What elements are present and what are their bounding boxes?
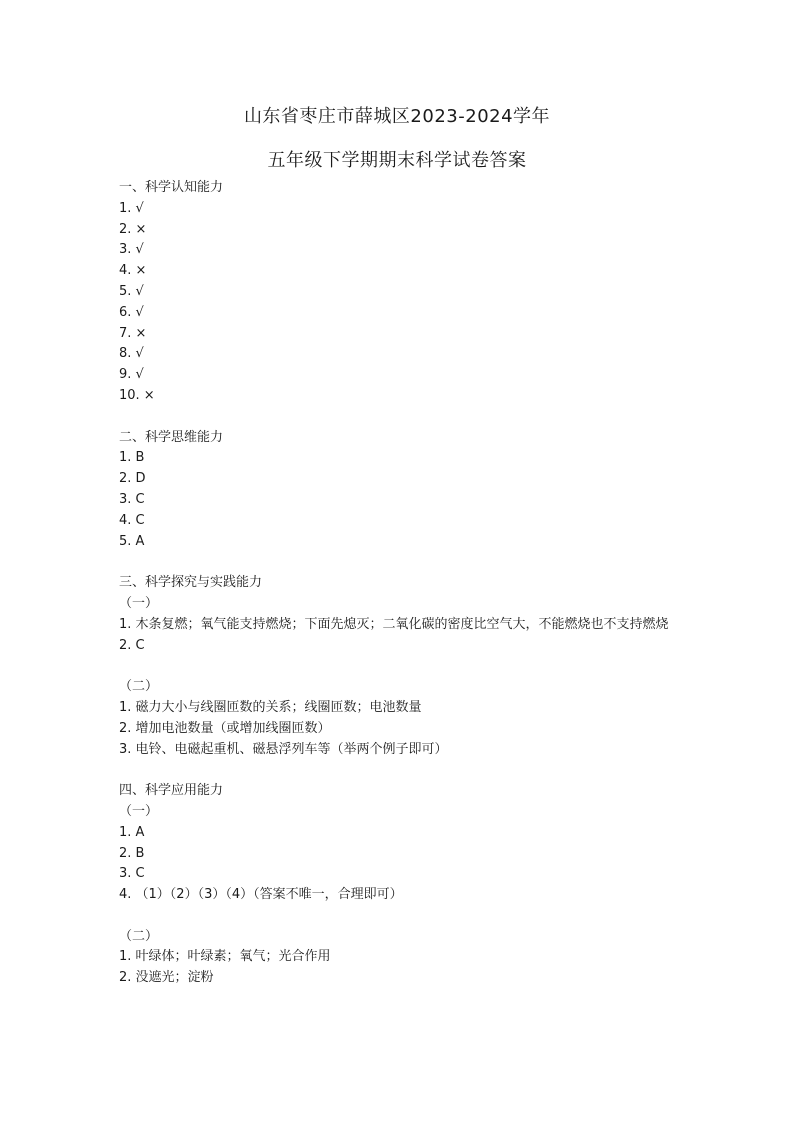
answer-item: 3. C (119, 491, 145, 507)
answer-item: 1. A (119, 824, 145, 840)
answer-content (119, 178, 699, 989)
answer-item: 2. C (119, 637, 145, 653)
answer-item: 5. √ (119, 283, 144, 299)
section-heading: 三、科学探究与实践能力 (119, 575, 263, 591)
spacer (119, 656, 699, 677)
part-label: （二） (119, 679, 159, 695)
document-subtitle: 五年级下学期期末科学试卷答案 (267, 150, 527, 171)
answer-item: 2. 增加电池数量（或增加线圈匝数） (119, 720, 331, 736)
spacer (119, 552, 699, 573)
answer-item: 2. D (119, 471, 146, 487)
answer-item: 3. 电铃、电磁起重机、磁悬浮列车等（举两个例子即可） (119, 741, 448, 757)
answer-item: 8. √ (119, 346, 144, 362)
answer-item: 9. √ (119, 367, 144, 383)
answer-item: 4. × (119, 263, 147, 279)
answer-item: 10. × (119, 387, 155, 403)
answer-item: 1. B (119, 450, 145, 466)
answer-item: 2. 没遮光；淀粉 (119, 970, 214, 986)
answer-item: 4. （1）（2）（3）（4）（答案不唯一，合理即可） (119, 887, 403, 903)
spacer (119, 407, 699, 428)
section-heading: 一、科学认知能力 (119, 180, 224, 195)
answer-item: 3. √ (119, 242, 144, 258)
spacer (119, 760, 699, 781)
answer-item: 1. 叶绿体；叶绿素；氧气；光合作用 (119, 949, 331, 965)
answer-item: 1. 磁力大小与线圈匝数的关系；线圈匝数；电池数量 (119, 699, 422, 715)
section-heading: 二、科学思维能力 (119, 429, 224, 445)
spacer (119, 906, 699, 927)
answer-item: 3. C (119, 866, 145, 882)
document-title: 山东省枣庄市薛城区2023-2024学年 (243, 106, 551, 127)
section-heading: 四、科学应用能力 (119, 783, 224, 799)
part-label: （一） (119, 803, 159, 819)
answer-item: 1. √ (119, 200, 144, 216)
part-label: （二） (119, 928, 159, 944)
answer-item: 1. 木条复燃；氧气能支持燃烧；下面先熄灭；二氧化碳的密度比空气大，不能燃烧也不支持燃烧 (119, 616, 669, 632)
answer-item: 7. × (119, 325, 147, 341)
answer-item: 5. A (119, 533, 145, 549)
answer-item: 2. B (119, 845, 145, 861)
answer-item: 6. √ (119, 304, 144, 320)
answer-item: 2. × (119, 221, 147, 237)
answer-item: 4. C (119, 512, 145, 528)
part-label: （一） (119, 595, 159, 611)
